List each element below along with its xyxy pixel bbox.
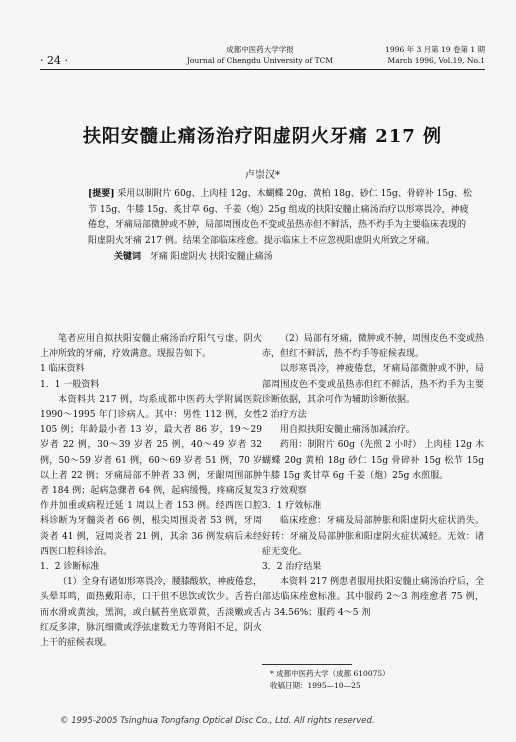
journal-name-en: Journal of Chengdu University of TCM: [186, 56, 334, 65]
section-heading: 1．2 诊断标准: [40, 562, 100, 573]
paragraph: 本资料共 217 例，均系成都中医药大学附属医院 1990～1995 年门诊病人。其中：男性 112 例，女性 105 例；年龄最小者 13 岁，最大者 86 岁，19～29 岁者 22 例，30～39 岁者 25 例，40～49 岁者 32 例，50～59 岁者 61 例，60～69 岁者 51 例，70 岁以上者 22 例；牙痛局部不肿者 33 例，牙龈周围部肿者 184 例；起病急骤者 64 例，起病缓慢，疼痛反复发作并加重或病程迁延 1 周以上者 153 例。经西医口腔科诊断为牙髓炎者 66 例，根尖周围炎者 53 例，牙周炎者 41 例，冠周炎者 21 例，其余 36 例发病后未经西医口腔科诊治。: [40, 394, 262, 557]
paragraph: （2）局部有牙痛，微肿或不肿，周围皮色不变或热赤，但红不鲜活，热不灼手等症候表现。: [262, 334, 484, 360]
footnote-received: 收稿日期：1995—10—25: [270, 681, 361, 690]
footnote-rule: [262, 664, 352, 665]
article-title: 扶阳安髓止痛汤治疗阳虚阴火牙痛 217 例: [82, 126, 443, 147]
section-heading: 3．1 疗效标准: [262, 501, 322, 512]
page-number: · 24 ·: [40, 54, 68, 67]
journal-name-cn: 成都中医药大学学报: [226, 45, 294, 54]
body-left-column: [40, 332, 262, 651]
abstract: [88, 187, 473, 266]
section-heading: 2 治疗方法: [262, 410, 307, 421]
paragraph: 笔者应用自拟扶阳安髓止痛汤治疗阳气亏虚、阴火上冲所致的牙痛，疗效满意。现报告如下。: [40, 334, 262, 360]
paragraph: 用自拟扶阳安髓止痛汤加减治疗。: [280, 425, 416, 436]
abstract-label: [提要]: [88, 189, 115, 199]
paragraph: （1）全身有诸如形寒畏冷，腰膝酸软，神疲倦怠，头晕耳鸣，面热戴阳赤，口干但不思饮或饮少。舌苔白而水滑或黄浊，黑润，或白腻苔坐底罩黄，舌淡嫩或舌红反多津，脉沉细微或浮弦虚数无力等肾阳不足，阴火上干的症候表现。: [40, 577, 262, 649]
paragraph: 药用：制附片 60g（先煎 2 小时） 上肉桂 12g 木蝴蝶 20g 黄柏 18g 砂仁 15g 骨碎补 15g 松节 15g 牛膝 15g 炙甘草 6g 千姜（炮）25g 水煎服。: [262, 440, 484, 481]
section-heading: 3 疗效观察: [262, 486, 307, 497]
paragraph: 本资料 217 例患者服用扶阳安髓止痛汤治疗后，全部达临床痊愈标准。其中服药 2～3 剂痊愈者 75 例，占 34.56%；服药 4～5 剂: [262, 577, 484, 618]
keywords-label: 关键词: [114, 252, 142, 262]
issue-en: March 1996, Vol.19, No.1: [387, 56, 485, 65]
keywords: [88, 250, 473, 266]
journal-header: [180, 44, 340, 66]
issue-info: [335, 44, 485, 66]
header-rule: [40, 69, 485, 70]
section-heading: 3．2 治疗结果: [262, 562, 322, 573]
footnote: [270, 668, 485, 692]
section-heading: 1．1 一般资料: [40, 379, 100, 390]
issue-cn: 1996 年 3 月第 19 卷第 1 期: [385, 45, 485, 54]
body-right-column: [262, 332, 484, 621]
abstract-text: 采用以制附片 60g、上肉桂 12g、木蝴蝶 20g、黄柏 18g、砂仁 15g、骨碎补 15g、松节 15g、牛膝 15g、炙甘草 6g、千姜（炮）25g 组成的扶阳安髓止痛汤治疗以形寒畏冷，神疲倦怠，牙痛局部微肿或不肿，局部周围皮色不变或虽热赤但不鲜活，热不灼手为主要临床表现的阳虚阴火牙痛 217 例。结果全部临床痊愈。提示临床上不应忽视阳虚阴火所致之牙痛。: [88, 189, 472, 246]
article-author: 卢崇汉*: [245, 170, 280, 181]
section-heading: 1 临床资料: [40, 364, 85, 375]
copyright-notice: © 1995-2005 Tsinghua Tongfang Optical Disc Co., Ltd. All rights reserved.: [60, 716, 375, 726]
paragraph: 临床痊愈：牙痛及局部肿胀和阳虚阴火症状消失。好转：牙痛及局部肿胀和阳虚阴火症状减轻。无效：诸症无变化。: [262, 516, 484, 557]
keywords-text: 牙痛 阳虚阴火 扶阳安髓止痛汤: [149, 252, 273, 262]
footnote-affiliation: * 成都中医药大学（成都 610075）: [270, 669, 390, 678]
paragraph: 以形寒畏冷，神疲倦怠，牙痛局部微肿或不肿，局部周围皮色不变或虽热赤但红不鲜活，热不灼手为主要诊断依据，其余可作为辅助诊断依据。: [262, 364, 484, 405]
